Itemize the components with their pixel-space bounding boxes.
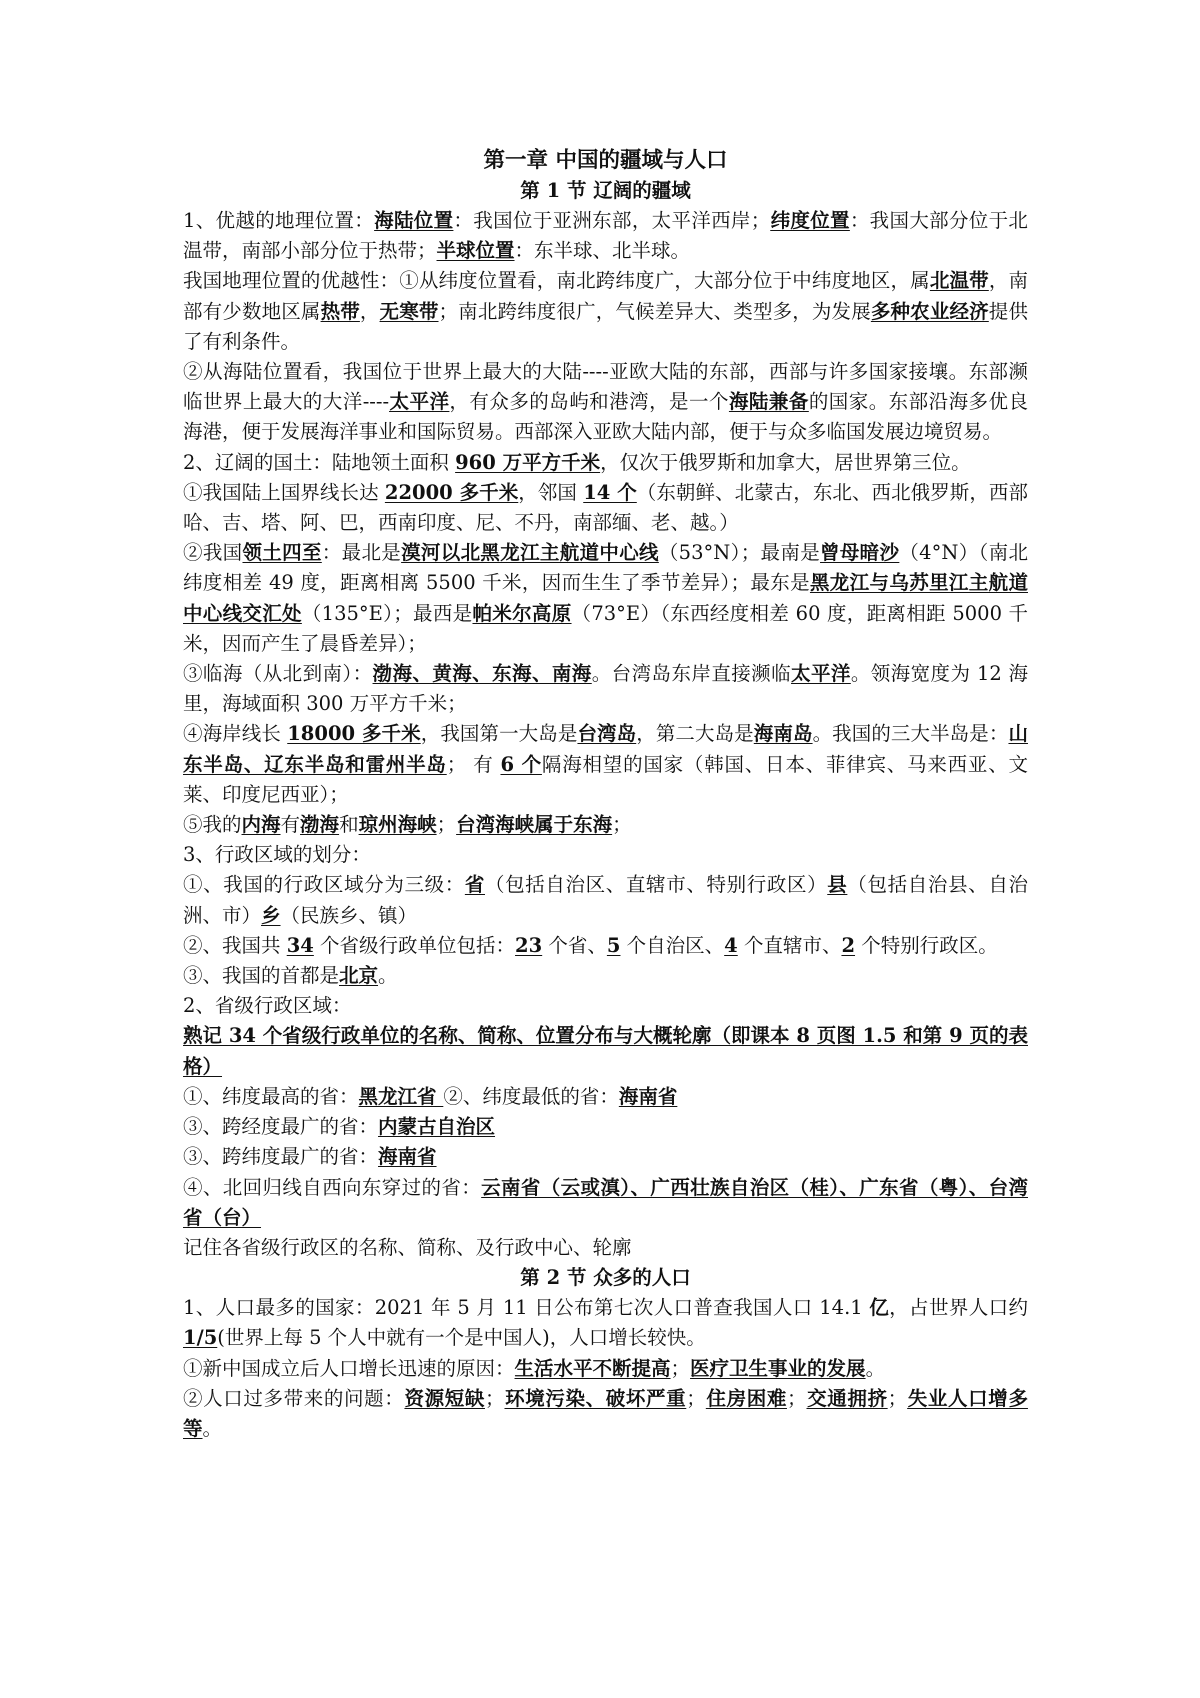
key-term: 乡 xyxy=(261,903,281,927)
text-run: ，第二大岛是 xyxy=(636,722,754,746)
text-run: 隔海相望的国家（韩国、日本、菲律宾、马来西亚、文莱、印度尼西亚）； xyxy=(183,752,1028,806)
text-run: 。 xyxy=(378,964,398,988)
paragraph xyxy=(183,840,1028,870)
key-term: 北温带 xyxy=(929,269,989,293)
key-term: 34 xyxy=(286,933,314,957)
key-term: 多种农业经济 xyxy=(870,299,989,323)
key-term: 琼州海峡 xyxy=(358,813,437,837)
text-run: 个省、 xyxy=(542,933,607,957)
text-run: 。领海宽度为 12 海里，海域面积 300 万平方千米； xyxy=(183,662,1028,716)
key-term: 4 xyxy=(724,933,738,957)
text-run: （东朝鲜、北蒙古，东北、西北俄罗斯，西部哈、吉、塔、阿、巴，西南印度、尼、不丹，南部缅、老、越。） xyxy=(183,480,1028,535)
key-term: 交通拥挤 xyxy=(806,1386,888,1410)
key-term: 海南岛 xyxy=(753,722,813,746)
key-term: 无寒带 xyxy=(379,299,439,323)
text-run: 。 xyxy=(202,1416,223,1440)
text-run: ， xyxy=(359,299,380,323)
text-run: ②、纬度最低的省： xyxy=(443,1084,619,1108)
text-run: 和 xyxy=(339,813,359,837)
text-run: ③、我国的首都是 xyxy=(183,964,340,988)
key-term: 住房困难 xyxy=(705,1386,787,1410)
text-run: 。 xyxy=(865,1356,886,1380)
text-run: ③、跨纬度最广的省： xyxy=(183,1145,379,1169)
key-term: 漠河以北黑龙江主航道中心线 xyxy=(401,541,659,565)
key-term: 5 xyxy=(606,933,621,957)
key-term: 1/5 xyxy=(183,1326,218,1350)
paragraph xyxy=(183,1173,1028,1233)
text-run: 。台湾岛东岸直接濒临 xyxy=(591,662,792,686)
paragraph xyxy=(183,206,1028,266)
text-run: （包括自治区、直辖市、特别行政区） xyxy=(485,873,828,897)
text-run: 个直辖市、 xyxy=(737,933,842,957)
key-term: 医疗卫生事业的发展 xyxy=(690,1356,866,1380)
paragraph xyxy=(183,961,1028,991)
key-term: 云南省（云或滇）、广西壮族自治区（桂）、广东省（粤）、台湾省（台） xyxy=(183,1175,1028,1229)
key-term: 帕米尔高原 xyxy=(472,601,572,625)
paragraph xyxy=(183,478,1028,538)
text-run: ③临海（从北到南）： xyxy=(183,662,373,686)
text-run: ②、我国共 xyxy=(183,933,287,957)
text-run: ； xyxy=(670,1356,691,1380)
paragraph xyxy=(183,538,1028,659)
text-run: ：东半球、北半球。 xyxy=(514,239,691,263)
text-run: ，邻国 xyxy=(518,480,584,504)
text-run: ； xyxy=(686,1386,706,1410)
paragraph xyxy=(183,1142,1028,1172)
paragraph xyxy=(183,266,1028,357)
key-term: 半球位置 xyxy=(436,239,515,263)
section-title: 第 1 节 辽阔的疆域 xyxy=(520,179,691,202)
text-run: ，有众多的岛屿和港湾，是一个 xyxy=(449,390,729,414)
text-run: ①、纬度最高的省： xyxy=(183,1084,359,1108)
text-run: ； xyxy=(436,813,457,837)
key-term: 北京 xyxy=(339,964,379,988)
text-run: ⑤我的 xyxy=(183,813,242,837)
paragraph xyxy=(183,357,1028,448)
text-run: 个特别行政区。 xyxy=(855,933,998,957)
chapter-title: 第一章 中国的疆域与人口 xyxy=(483,148,728,173)
text-run: 3、行政区域的划分： xyxy=(183,843,371,867)
text-run: ①、我国的行政区域分为三级： xyxy=(183,873,465,897)
text-run: （135°E）；最西是 xyxy=(301,601,473,625)
text-run: ：我国大部分位于北温带，南部小部分位于热带； xyxy=(183,209,1028,263)
document-content xyxy=(183,146,1028,1444)
text-run: ①我国陆上国界线长达 xyxy=(183,480,385,504)
key-term: 内蒙古自治区 xyxy=(378,1115,496,1139)
text-run: ②人口过多带来的问题： xyxy=(183,1386,405,1410)
key-term: 县 xyxy=(827,873,848,897)
key-term: 太平洋 xyxy=(791,662,851,686)
text-run: 的国家。东部沿海多优良海港，便于发展海洋事业和国际贸易。西部深入亚欧大陆内部，便于与众多临国发展边境贸易。 xyxy=(183,390,1028,444)
key-term: 6 个 xyxy=(500,752,542,776)
text-run: （包括自治县、自治洲、市） xyxy=(183,873,1028,927)
text-run: ，南部有少数地区属 xyxy=(183,269,1028,323)
text-run: 2、省级行政区域： xyxy=(183,994,352,1018)
key-term: 海南省 xyxy=(618,1084,678,1108)
section-title: 第 2 节 众多的人口 xyxy=(520,1266,691,1290)
text-run: ，仅次于俄罗斯和加拿大，居世界第三位。 xyxy=(600,450,971,474)
text-run: 提供了有利条件。 xyxy=(183,299,1028,353)
text-run: ； xyxy=(612,813,632,837)
key-term: 黑龙江省 xyxy=(358,1084,444,1108)
text-run: 1、优越的地理位置： xyxy=(183,209,375,232)
text-run: 2、辽阔的国土：陆地领土面积 xyxy=(183,450,456,474)
text-run: ； xyxy=(887,1386,908,1410)
key-term: 海南省 xyxy=(378,1145,437,1169)
key-term: 渤海 xyxy=(300,813,340,837)
paragraph xyxy=(183,659,1028,719)
text-run: ：最北是 xyxy=(321,541,402,565)
text-run: ②从海陆位置看，我国位于世界上最大的大陆----亚欧大陆的东部，西部与许多国家接壤。东部濒临世界上最大的大洋---- xyxy=(183,360,1028,414)
paragraph xyxy=(183,870,1028,930)
key-term: 环境污染、破坏严重 xyxy=(504,1386,687,1410)
text-run: (世界上每 5 个人中就有一个是中国人)，人口增长较快。 xyxy=(217,1326,706,1350)
key-term: 960 万平方千米 xyxy=(455,450,601,474)
text-run: ④、北回归线自西向东穿过的省： xyxy=(183,1175,482,1199)
paragraph xyxy=(183,931,1028,961)
text-run: 我国地理位置的优越性：①从纬度位置看，南北跨纬度广，大部分位于中纬度地区，属 xyxy=(183,269,930,293)
key-term: 曾母暗沙 xyxy=(820,541,900,565)
text-run: ； xyxy=(786,1386,807,1410)
text-run: ①新中国成立后人口增长迅速的原因： xyxy=(183,1356,515,1380)
paragraph xyxy=(183,1112,1028,1142)
text-run: ；南北跨纬度很广，气候差异大、类型多，为发展 xyxy=(438,299,871,323)
key-term: 领土四至 xyxy=(242,541,322,565)
text-run: 有 xyxy=(280,813,301,837)
key-term: 生活水平不断提高 xyxy=(514,1356,671,1380)
text-run: ④海岸线长 xyxy=(183,722,288,746)
text-run: （53°N）；最南是 xyxy=(658,541,821,565)
text-run: ：我国位于亚洲东部，太平洋西岸； xyxy=(453,209,771,232)
text-run: ； xyxy=(484,1386,505,1410)
paragraph xyxy=(183,1021,1028,1081)
key-term: 2 xyxy=(841,933,856,957)
text-run: （73°E）（东西经度相差 60 度，距离相距 5000 千米，因而产生了晨昏差异）； xyxy=(183,601,1028,655)
text-run: ，占世界人口约 xyxy=(889,1296,1028,1320)
key-term: 热带 xyxy=(320,299,360,323)
paragraph xyxy=(183,448,1028,478)
key-term: 台湾岛 xyxy=(577,722,637,746)
paragraph xyxy=(183,1233,1028,1263)
key-term: 太平洋 xyxy=(389,390,450,414)
text-run: ③、跨经度最广的省： xyxy=(183,1115,379,1139)
key-term: 山东半岛、辽东半岛和雷州半岛 xyxy=(183,722,1028,776)
paragraph xyxy=(183,1293,1028,1353)
text-run: 。我国的三大半岛是： xyxy=(812,722,1009,746)
text-run: （民族乡、镇） xyxy=(280,903,418,927)
text-run: （4°N）（南北纬度相差 49 度，距离相离 5500 千米，因而生生了季节差异）；最东是 xyxy=(183,541,1028,595)
key-term: 18000 多千米 xyxy=(287,722,421,746)
text-run: ，我国第一大岛是 xyxy=(420,722,578,746)
key-term: 23 xyxy=(515,933,543,957)
key-term: 黑龙江与乌苏里江主航道中心线交汇处 xyxy=(183,571,1028,625)
text-run: 1、人口最多的国家：2021 年 5 月 11 日公布第七次人口普查我国人口 14.1 xyxy=(183,1296,870,1320)
text-run: ②我国 xyxy=(183,541,243,565)
key-term: 22000 多千米 xyxy=(384,480,519,504)
key-term: 纬度位置 xyxy=(770,209,850,232)
text-run: 个省级行政单位包括： xyxy=(313,933,516,957)
text-run: 个自治区、 xyxy=(620,933,725,957)
text-run: ； 有 xyxy=(446,752,501,776)
key-term: 资源短缺 xyxy=(404,1386,485,1410)
paragraph xyxy=(183,810,1028,840)
paragraph xyxy=(183,719,1028,810)
key-term: 熟记 34 个省级行政单位的名称、简称、位置分布与大概轮廓（即课本 8 页图 1.5 和第 9 页的表格） xyxy=(183,1024,1028,1078)
key-term: 内海 xyxy=(241,813,281,837)
paragraph xyxy=(183,991,1028,1021)
key-term: 台湾海峡属于东海 xyxy=(456,813,613,837)
bold-text: 亿 xyxy=(869,1296,890,1320)
paragraph xyxy=(183,1082,1028,1112)
paragraph xyxy=(183,1354,1028,1384)
key-term: 失业人口增多等 xyxy=(183,1386,1028,1440)
paragraph xyxy=(183,1384,1028,1444)
text-run: 记住各省级行政区的名称、简称、及行政中心、轮廓 xyxy=(183,1235,632,1259)
key-term: 渤海、黄海、东海、南海 xyxy=(372,662,592,686)
key-term: 海陆位置 xyxy=(374,209,454,232)
key-term: 14 个 xyxy=(583,480,637,504)
key-term: 海陆兼备 xyxy=(728,390,809,414)
key-term: 省 xyxy=(464,873,485,897)
